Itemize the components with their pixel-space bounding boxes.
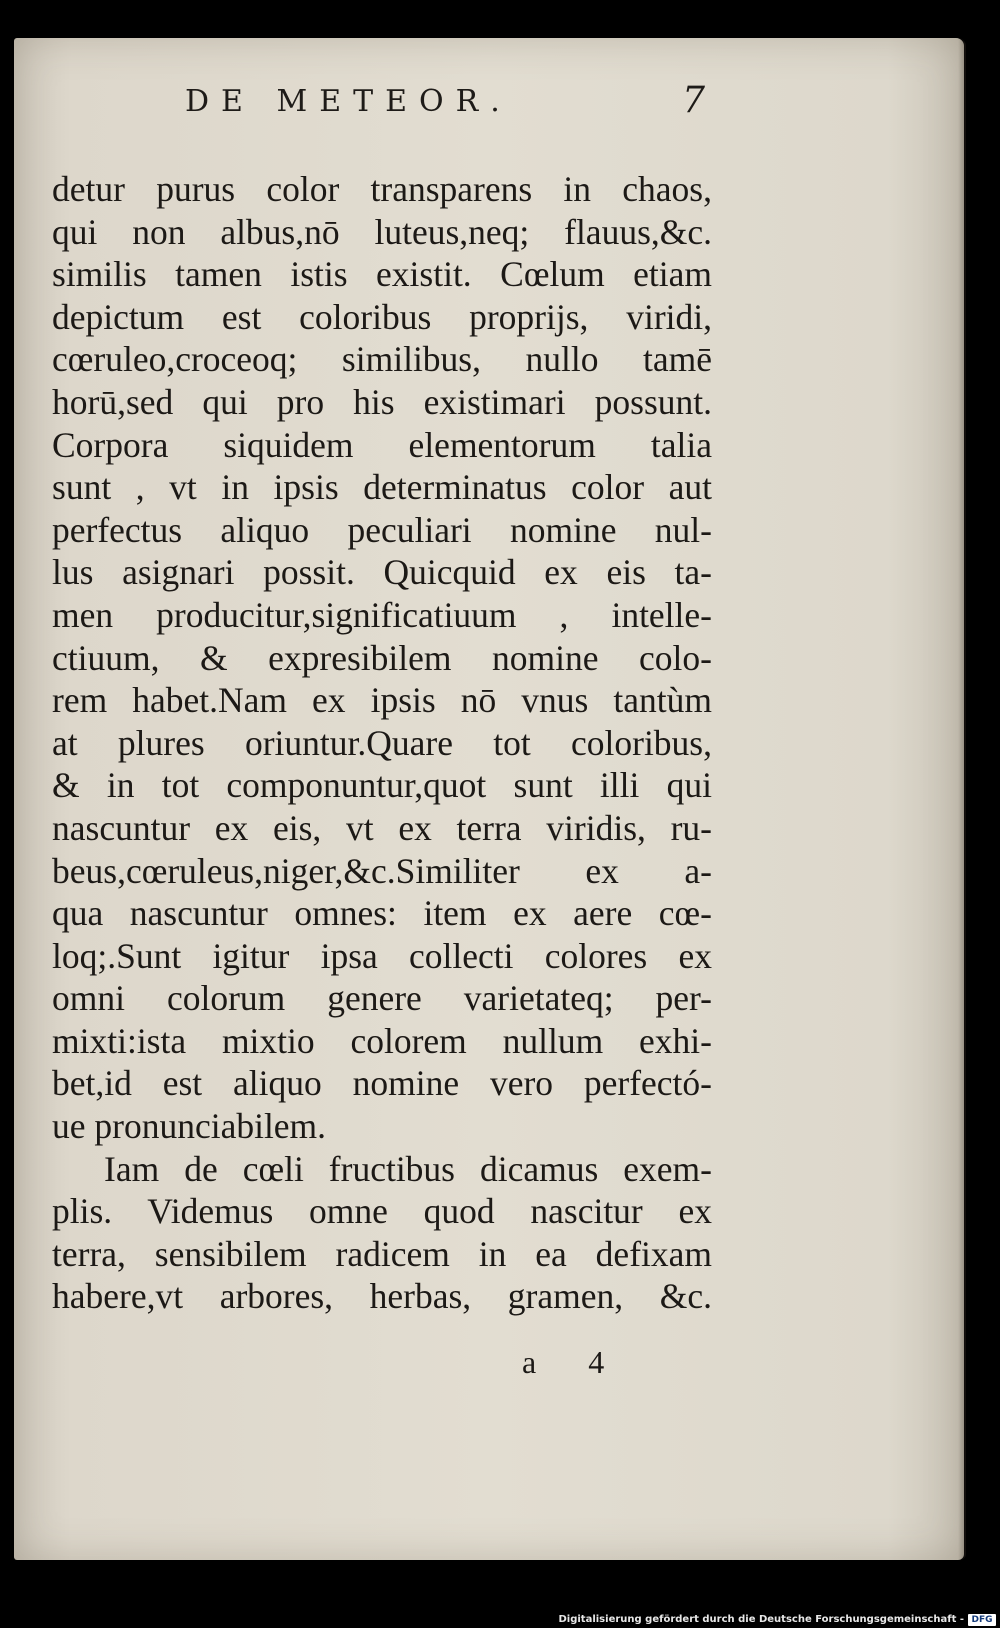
text-line: similis tamen istis existit. Cœlum etiam	[52, 254, 712, 295]
text-line: cœruleo,croceoq; similibus, nullo tamē	[52, 339, 712, 380]
text-line: lus asignari possit. Quicquid ex eis ta-	[52, 552, 712, 593]
page-edge-shadow	[958, 38, 966, 1560]
page-number: 7	[682, 80, 705, 121]
text-line: at plures oriuntur.Quare tot coloribus,	[52, 722, 712, 763]
text-line: terra, sensibilem radicem in ea defixam	[52, 1233, 712, 1274]
text-line: horū,sed qui pro his existimari possunt.	[52, 381, 712, 422]
text-line: ctiuum, & expresibilem nomine colo-	[52, 637, 712, 678]
text-line: qua nascuntur omnes: item ex aere cœ-	[52, 893, 712, 934]
text-line: men producitur,significatiuum , intelle-	[52, 594, 712, 635]
body-text	[52, 168, 712, 1318]
running-head: DE METEOR.	[185, 84, 512, 119]
text-line: rem habet.Nam ex ipsis nō vnus tantùm	[52, 680, 712, 721]
text-line: omni colorum genere varietateq; per-	[52, 978, 712, 1019]
text-line: plis. Videmus omne quod nascitur ex	[52, 1191, 712, 1232]
text-line: beus,cœruleus,niger,&c.Similiter ex a-	[52, 850, 712, 891]
text-line: detur purus color transparens in chaos,	[52, 169, 712, 209]
text-line: habere,vt arbores, herbas, gramen, &c.	[52, 1276, 712, 1317]
text-line: depictum est coloribus proprijs, viridi,	[52, 296, 712, 337]
text-line: sunt , vt in ipsis determinatus color aut	[52, 467, 712, 508]
text-line: Corpora siquidem elementorum talia	[52, 424, 712, 465]
page-header	[185, 80, 705, 132]
text-line: mixti:ista mixtio colorem nullum exhi-	[52, 1020, 712, 1061]
text-line: Iam de cœli fructibus dicamus exem-	[104, 1148, 712, 1189]
text-line: bet,id est aliquo nomine vero perfectó-	[52, 1063, 712, 1104]
signature-mark: a 4	[522, 1344, 627, 1380]
digitization-credit: Digitalisierung gefördert durch die Deutsche Forschungsgemeinschaft -	[558, 1614, 964, 1625]
text-line: & in tot componuntur,quot sunt illi qui	[52, 765, 712, 806]
text-line: loq;.Sunt igitur ipsa collecti colores ex	[52, 935, 712, 976]
text-line: qui non albus,nō luteus,neq; flauus,&c.	[52, 211, 712, 252]
dfg-logo: DFG	[968, 1614, 996, 1626]
text-line: ue pronunciabilem.	[52, 1106, 327, 1147]
text-line: nascuntur ex eis, vt ex terra viridis, ru-	[52, 807, 712, 848]
text-line: perfectus aliquo peculiari nomine nul-	[52, 509, 712, 550]
